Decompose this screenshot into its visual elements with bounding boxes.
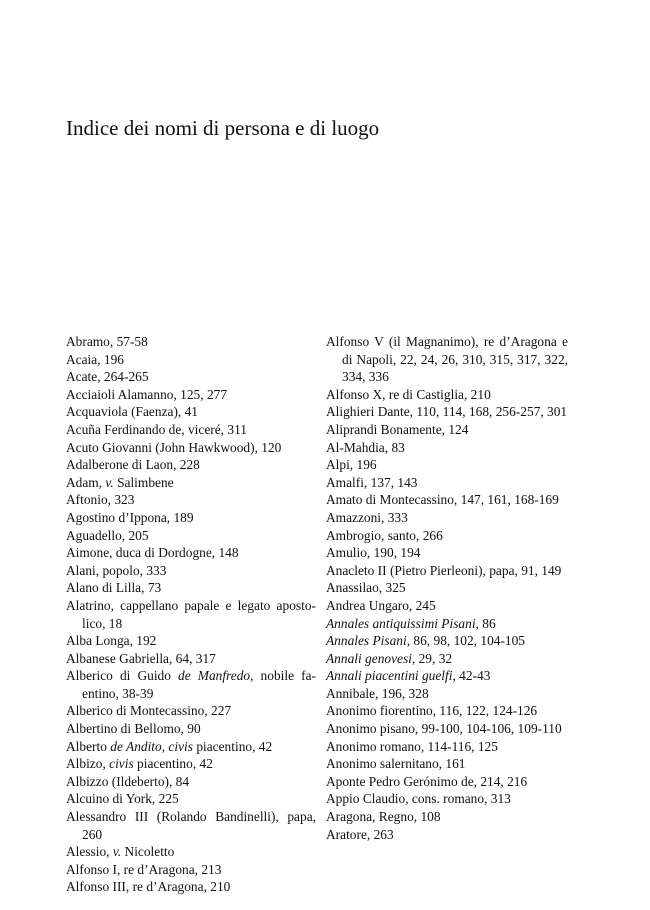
index-entry [66,474,316,492]
index-entry [66,527,316,545]
index-entry-text: Alano di Lilla, 73 [66,580,162,596]
index-entry-text: , 29, 32 [411,650,453,666]
index-entry-text: piacentino, 42 [133,756,213,772]
index-entry-italic-text: civis [168,738,193,754]
index-column-right [326,333,568,843]
index-entry [326,456,568,474]
index-entry-text: Andrea Ungaro, 245 [326,597,436,613]
index-entry-text: Aimone, duca di Dordogne, 148 [66,545,239,561]
index-entry [66,421,316,439]
index-entry-text: , 42-43 [452,668,491,684]
index-entry [66,456,316,474]
index-entry-text: Albizzo (Ildeberto), 84 [66,773,190,789]
index-entry-text: Alba Longa, 192 [66,633,157,649]
index-entry [66,720,316,738]
index-entry [66,755,316,773]
index-entry-text: Ambrogio, santo, 266 [326,527,443,543]
index-entry-text: Adam, [66,474,106,490]
index-entry [66,650,316,668]
index-entry [66,843,316,861]
index-entry-text: Anonimo pisano, 99-100, 104-106, 109-110 [326,721,562,737]
index-entry [326,773,568,791]
index-entry [326,562,568,580]
index-entry [66,403,316,421]
index-entry-text: Acquaviola (Faenza), 41 [66,404,198,420]
index-entry [326,826,568,844]
index-entry [326,720,568,738]
index-entry [66,861,316,879]
index-entry-text: Anonimo salernitano, 161 [326,756,466,772]
index-entry-text: Aguadello, 205 [66,527,149,543]
index-entry [66,509,316,527]
index-entry-text: Alfonso I, re d’Aragona, 213 [66,861,222,877]
index-entry [326,333,568,386]
index-entry-italic-text: Annali genovesi [326,650,412,666]
index-entry-italic-text: v. [105,474,114,490]
index-entry [66,667,316,702]
index-entry [326,491,568,509]
index-entry-text: Aliprandi Bonamente, 124 [326,421,469,437]
index-entry [66,579,316,597]
index-column-left [66,333,316,896]
index-entry-text: Alcuino di York, 225 [66,791,179,807]
index-entry [326,509,568,527]
index-entry-text: Anassilao, 325 [326,580,406,596]
index-entry-text: Amulio, 190, 194 [326,545,421,561]
index-entry-text: Alfonso X, re di Castiglia, 210 [326,386,491,402]
page-title: Indice dei nomi di persona e di luogo [66,116,380,140]
index-entry-text: Alfonso V (il Magnanimo), re d’Aragona e di Napoli, 22, 24, 26, 310, 315, 317, 322, 334, 336 [326,334,568,385]
index-entry-text: Acaia, 196 [66,351,125,367]
index-entry [326,544,568,562]
index-entry [66,439,316,457]
index-entry [326,702,568,720]
index-entry [66,351,316,369]
index-entry [66,702,316,720]
index-entry-text: , 86, 98, 102, 104-105 [406,633,525,649]
index-entry-text: Anonimo fiorentino, 116, 122, 124-126 [326,703,538,719]
index-entry-text: Agostino d’Ippona, 189 [66,509,194,525]
index-entry-italic-text: v. [112,844,122,860]
index-entry [66,386,316,404]
index-entry-text: Alighieri Dante, 110, 114, 168, 256-257, 301 [326,404,568,420]
index-entry [326,403,568,421]
index-entry [66,790,316,808]
index-entry [66,544,316,562]
index-entry-text: , [161,738,169,754]
index-entry-text: Alfonso III, re d’Aragona, 210 [66,879,231,895]
index-entry-text: Alpi, 196 [326,457,377,473]
index-entry-text: Aratore, 263 [326,826,394,842]
index-entry-text: piacentino, 42 [192,738,273,754]
index-entry-text: Acciaioli Alamanno, 125, 277 [66,386,228,402]
index-entry [326,790,568,808]
index-entry-text: Al-Mahdia, 83 [326,439,405,455]
index-entry-text: Alani, popolo, 333 [66,562,167,578]
index-entry-text: Aponte Pedro Gerónimo de, 214, 216 [326,773,528,789]
index-entry [66,878,316,896]
index-entry-text: Amalfi, 137, 143 [326,474,418,490]
index-entry-italic-text: Annales Pisani [326,633,407,649]
index-entry-text: Acuña Ferdinando de, viceré, 311 [66,421,247,437]
index-entry-text: Alberico di Montecassino, 227 [66,703,232,719]
index-entry-text: Aragona, Regno, 108 [326,809,441,825]
index-entry [66,773,316,791]
index-entry [66,491,316,509]
index-entry-text: Alessio, [66,844,113,860]
index-entry [66,562,316,580]
index-entry-text: Anonimo romano, 114-116, 125 [326,738,498,754]
index-entry [66,738,316,756]
index-entry-text: Acuto Giovanni (John Hawkwood), 120 [66,439,282,455]
index-entry-text: Salimbene [113,474,174,490]
index-entry [326,386,568,404]
index-entry [326,632,568,650]
index-entry-text: Albanese Gabriella, 64, 317 [66,650,216,666]
index-entry [326,439,568,457]
index-entry-italic-text: Annali piacentini guelfi [326,668,453,684]
index-entry-text: Nicoletto [121,844,175,860]
index-entry [66,597,316,632]
index-entry [326,685,568,703]
index-entry-text: Albertino di Bellomo, 90 [66,721,201,737]
index-entry-text: Alatrino, cappellano papale e legato apostolico, 18 [66,597,316,631]
index-entry-text: Adalberone di Laon, 228 [66,457,200,473]
index-entry [326,615,568,633]
index-entry [66,632,316,650]
index-entry-text: Appio Claudio, cons. romano, 313 [326,791,511,807]
index-entry [326,421,568,439]
index-entry-text: Anacleto II (Pietro Pierleoni), papa, 91, 149 [326,562,562,578]
index-entry-italic-text: civis [109,756,134,772]
index-entry [326,667,568,685]
index-entry-text: Annibale, 196, 328 [326,685,429,701]
index-entry [66,368,316,386]
index-entry-italic-text: de Andito [110,738,162,754]
index-entry [326,597,568,615]
index-entry-italic-text: de Manfredo [178,668,251,684]
index-entry-text: Alberto [66,738,111,754]
index-entry-text: Amato di Montecassino, 147, 161, 168-169 [326,492,559,508]
index-entry [326,474,568,492]
index-entry-text: Albizo, [66,756,110,772]
index-entry [326,579,568,597]
index-entry [66,333,316,351]
index-entry-text: Acate, 264-265 [66,369,149,385]
index-entry [66,808,316,843]
index-entry-italic-text: Annales antiquissimi Pisani [326,615,476,631]
index-entry-text: , 86 [475,615,496,631]
index-entry [326,738,568,756]
index-entry-text: Amazzoni, 333 [326,509,408,525]
index-entry [326,808,568,826]
index-entry-text: Aftonio, 323 [66,492,135,508]
index-entry-text: , nobile faentino, 38-39 [82,668,316,701]
index-entry-text: Abramo, 57-58 [66,334,148,349]
index-entry [326,755,568,773]
index-entry-text: Alberico di Guido [66,668,179,684]
index-entry-text: Alessandro III (Rolando Bandinelli), papa, 260 [66,809,316,842]
index-entry [326,650,568,668]
index-entry [326,527,568,545]
